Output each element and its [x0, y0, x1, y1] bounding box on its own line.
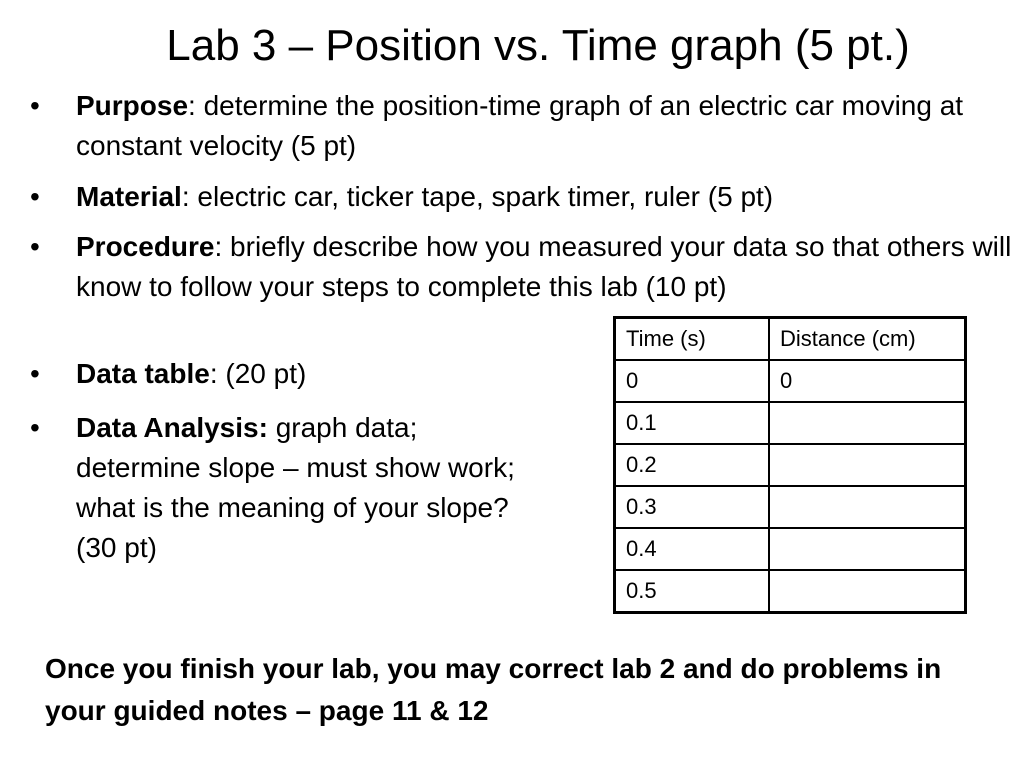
bullet-procedure-label: Procedure	[76, 231, 215, 262]
table-cell-time: 0.3	[615, 486, 770, 528]
table-cell-time: 0.4	[615, 528, 770, 570]
table-cell-time: 0.1	[615, 402, 770, 444]
table-row	[615, 360, 966, 402]
bullet-procedure-text: : briefly describe how you measured your data so that others will know to follow your steps to complete this lab (10 pt)	[76, 231, 1012, 302]
slide-title: Lab 3 – Position vs. Time graph (5 pt.)	[166, 21, 910, 70]
bullet-dot: •	[30, 358, 40, 389]
bullet-procedure	[30, 227, 1024, 307]
table-row	[615, 570, 966, 613]
table-row	[615, 444, 966, 486]
bullet-dot: •	[30, 412, 40, 443]
bullet-material	[30, 177, 1016, 217]
bullet-data-analysis	[30, 408, 546, 568]
table-cell-time: 0	[615, 360, 770, 402]
bullet-purpose-text: : determine the position-time graph of an electric car moving at constant velocity (5 pt)	[76, 90, 964, 161]
bullet-data-analysis-label: Data Analysis:	[76, 412, 268, 443]
bullet-data-table	[30, 354, 576, 394]
bullet-purpose-label: Purpose	[76, 90, 189, 121]
column-header-distance: Distance (cm)	[769, 318, 966, 361]
table-row	[615, 528, 966, 570]
table-cell-time: 0.2	[615, 444, 770, 486]
table-cell-distance	[769, 528, 966, 570]
bullet-dot: •	[30, 231, 40, 262]
bullet-data-analysis-text: graph data; determine slope – must show work; what is the meaning of your slope? (30 pt)	[76, 412, 515, 563]
footer-note: Once you finish your lab, you may correct lab 2 and do problems in your guided notes – page 11 & 12	[45, 653, 942, 726]
bullet-dot: •	[30, 90, 40, 121]
table-cell-distance	[769, 444, 966, 486]
table-cell-distance	[769, 570, 966, 613]
bullet-data-analysis-body	[76, 408, 546, 568]
bullet-purpose	[30, 86, 976, 166]
table-row	[615, 402, 966, 444]
table-cell-distance: 0	[769, 360, 966, 402]
table-row	[615, 486, 966, 528]
column-header-time: Time (s)	[615, 318, 770, 361]
table-header-row	[615, 318, 966, 361]
table-cell-time: 0.5	[615, 570, 770, 613]
table-cell-distance	[769, 486, 966, 528]
bullet-material-text: : electric car, ticker tape, spark timer, ruler (5 pt)	[181, 181, 774, 212]
table-cell-distance	[769, 402, 966, 444]
bullet-data-table-label: Data table	[76, 358, 210, 389]
data-table	[613, 316, 967, 614]
bullet-dot: •	[30, 181, 40, 212]
bullet-material-label: Material	[76, 181, 182, 212]
bullet-data-table-text: : (20 pt)	[209, 358, 307, 389]
